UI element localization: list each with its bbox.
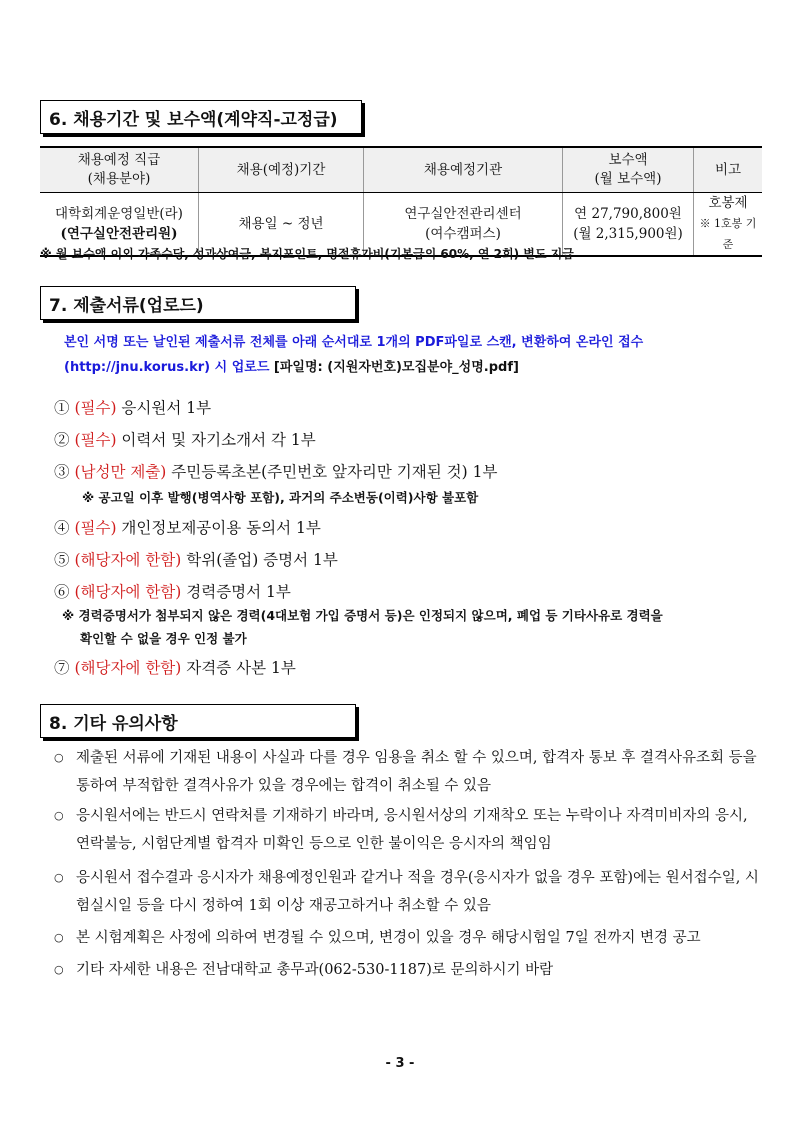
cell-org: 연구실안전관리센터 (여수캠퍼스) [364, 193, 563, 257]
notice-item-3: ○ 응시원서 접수결과 응시자가 채용예정인원과 같거나 적을 경우(응시자가 없을 경우 포함)에는 원서접수일, 시험실시일 등을 다시 정하여 1회 이상 재공고하거나 취소할 수 있음 [54, 864, 766, 920]
bullet-circle-icon: ○ [54, 751, 64, 764]
intro-filename: [파일명: (지원자번호)모집분야_성명.pdf] [269, 360, 519, 375]
header-pay: 보수액 (월 보수액) [563, 147, 694, 193]
document-item-5: ⑤ (해당자에 한함) 학위(졸업) 증명서 1부 [54, 551, 338, 569]
section-8-title: 8. 기타 유의사항 [40, 704, 356, 738]
page-number: - 3 - [385, 1056, 415, 1071]
document-item-2: ② (필수) 이력서 및 자기소개서 각 1부 [54, 431, 316, 449]
document-item-4: ④ (필수) 개인정보제공이용 동의서 1부 [54, 519, 321, 537]
bullet-circle-icon: ○ [54, 809, 64, 822]
document-item-3: ③ (남성만 제출) 주민등록초본(주민번호 앞자리만 기재된 것) 1부 [54, 463, 498, 481]
cell-period: 채용일 ~ 정년 [199, 193, 364, 257]
document-item-6: ⑥ (해당자에 한함) 경력증명서 1부 [54, 583, 291, 601]
document-item-3-note: ※ 공고일 이후 발행(병역사항 포함), 과거의 주소변동(이력)사항 불포함 [82, 490, 479, 505]
notice-item-2: ○ 응시원서에는 반드시 연락처를 기재하기 바라며, 응시원서상의 기재착오 또는 누락이나 자격미비자의 응시, 연락불능, 시험단계별 합격자 미확인 등으로 인한 불이익은 응시자의 책임임 [54, 802, 766, 858]
document-item-1: ① (필수) 응시원서 1부 [54, 399, 212, 417]
submission-intro [64, 330, 764, 380]
bullet-circle-icon: ○ [54, 931, 64, 944]
header-job: 채용예정 직급 (채용분야) [40, 147, 199, 193]
document-item-7: ⑦ (해당자에 한함) 자격증 사본 1부 [54, 659, 296, 677]
recruitment-table [40, 146, 762, 257]
section-6-title: 6. 채용기간 및 보수액(계약직-고정급) [40, 100, 362, 134]
cell-job: 대학회계운영일반(라) (연구실안전관리원) [40, 193, 199, 257]
intro-instruction: 본인 서명 또는 날인된 제출서류 전체를 아래 순서대로 1개의 PDF파일로 스캔, 변환하여 온라인 접수 (http://jnu.korus.kr) 시 업로드 [64, 335, 644, 375]
header-period: 채용(예정)기간 [199, 147, 364, 193]
section-7-title: 7. 제출서류(업로드) [40, 286, 356, 320]
notice-item-1: ○ 제출된 서류에 기재된 내용이 사실과 다를 경우 임용을 취소 할 수 있으며, 합격자 통보 후 결격사유조회 등을 통하여 부적합한 결격사유가 있을 경우에는 합격이 취소될 수 있음 [54, 744, 766, 800]
notice-item-5: ○ 기타 자세한 내용은 전남대학교 총무과(062-530-1187)로 문의하시기 바람 [54, 956, 766, 984]
pay-note: ※ 월 보수액 이외 가족수당, 성과상여금, 복지포인트, 명절휴가비(기본급의 60%, 연 2회) 별도 지급 [40, 247, 574, 261]
document-item-6-note: ※ 경력증명서가 첨부되지 않은 경력(4대보험 가입 증명서 등)은 인정되지 않으며, 폐업 등 기타사유로 경력을 확인할 수 없을 경우 인정 불가 [62, 608, 663, 646]
header-remark: 비고 [694, 147, 763, 193]
cell-pay: 연 27,790,800원 (월 2,315,900원) [563, 193, 694, 257]
table-header-row [40, 147, 762, 193]
bullet-circle-icon: ○ [54, 963, 64, 976]
bullet-circle-icon: ○ [54, 871, 64, 884]
notice-item-4: ○ 본 시험계획은 사정에 의하여 변경될 수 있으며, 변경이 있을 경우 해당시험일 7일 전까지 변경 공고 [54, 924, 766, 952]
header-org: 채용예정기관 [364, 147, 563, 193]
cell-remark: 호봉제 ※ 1호봉 기준 [694, 193, 763, 257]
